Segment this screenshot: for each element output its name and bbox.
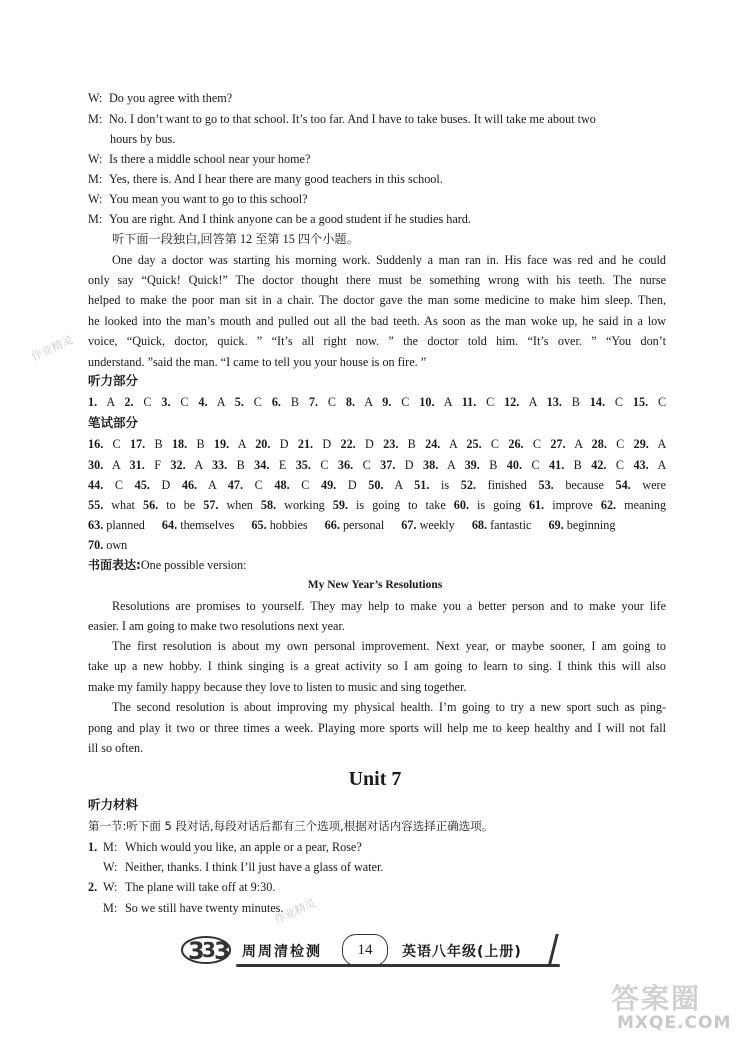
answer-item <box>466 437 499 451</box>
dialogue-text: No. I don’t want to go to that school. It’s too far. And I have to take buses. It will take me about two <box>109 112 596 126</box>
answer-number: 67. <box>401 518 417 532</box>
speaker-label: M: <box>88 112 103 126</box>
speaker-label: W: <box>88 152 103 166</box>
series-name: 周周清检测 <box>242 944 322 960</box>
written-section-header: 笔试部分 <box>88 415 139 430</box>
answer-value: themselves <box>180 518 235 532</box>
answer-value: because <box>565 478 604 492</box>
answer-item <box>548 518 615 532</box>
answer-item <box>88 478 123 492</box>
essay-title: My New Year’s Resolutions <box>307 579 443 591</box>
answer-number: 32. <box>170 458 186 472</box>
answer-value: C <box>254 478 263 492</box>
answer-value: own <box>106 538 128 552</box>
dialogue-line <box>88 191 308 207</box>
section1-instruction: 第一节:听下面 5 段对话,每段对话后都有三个选项,根据对话内容选择正确选项。 <box>88 819 494 833</box>
site-logo-cn: 答案圈 <box>611 982 702 1015</box>
answer-value: A <box>216 395 225 409</box>
answer-number: 69. <box>548 518 564 532</box>
answer-item <box>549 458 582 472</box>
answer-number: 36. <box>337 458 354 472</box>
answer-value: C <box>112 437 121 451</box>
answer-value: C <box>615 458 625 472</box>
answer-number: 27. <box>550 437 566 451</box>
answer-number: 54. <box>615 478 631 492</box>
answer-item <box>382 395 409 409</box>
answer-number: 21. <box>297 437 314 451</box>
writing-header-line <box>88 557 666 573</box>
answer-value: C <box>657 395 667 409</box>
answer-item <box>254 458 286 472</box>
answer-number: 47. <box>227 478 244 492</box>
answer-item <box>465 458 498 472</box>
answer-value: C <box>180 395 189 409</box>
answer-item <box>591 458 624 472</box>
answer-value: A <box>364 395 373 409</box>
monologue-instruction: 听下面一段独白,回答第 12 至第 15 四个小题。 <box>112 232 359 246</box>
speaker-label: M: <box>88 212 103 226</box>
answer-value: C <box>616 437 625 451</box>
answer-item <box>507 458 540 472</box>
answer-item <box>198 395 224 409</box>
answer-item <box>633 395 666 409</box>
answer-number: 39. <box>464 458 480 472</box>
page-number: 14 <box>342 934 388 966</box>
answer-number: 28. <box>591 437 607 451</box>
answer-value: C <box>320 458 329 472</box>
listening-section-header: 听力部分 <box>88 373 139 388</box>
answer-item <box>461 478 527 492</box>
answer-number: 18. <box>171 437 188 451</box>
answer-value: C <box>531 458 540 472</box>
answer-value: A <box>657 437 667 451</box>
answer-item <box>251 518 307 532</box>
answer-value: beginning <box>566 518 616 532</box>
answer-item <box>423 458 455 472</box>
answer-value: D <box>322 437 332 451</box>
dialogue-line <box>88 111 596 127</box>
answer-value: finished <box>487 478 527 492</box>
footer-rule-end <box>548 934 558 964</box>
answer-value: B <box>236 458 245 472</box>
answer-item <box>274 478 309 492</box>
answer-number: 63. <box>88 518 104 532</box>
answer-number: 34. <box>254 458 270 472</box>
dialogue-line <box>88 900 283 916</box>
answer-value: personal <box>342 518 385 532</box>
answer-row <box>88 457 666 473</box>
essay-line: ill so often. <box>88 741 144 755</box>
answer-row <box>88 537 141 553</box>
essay-line: make my family happy because they love to listen to music and sing together. <box>88 680 467 694</box>
answer-number: 43. <box>633 458 649 472</box>
answer-number: 49. <box>320 478 337 492</box>
dialogue-text: Neither, thanks. I think I’ll just have a glass of water. <box>125 860 384 874</box>
essay-line: Resolutions are promises to yourself. They may help to make you a better person and to make your life <box>112 599 666 613</box>
answer-row <box>88 517 629 533</box>
answer-item <box>547 395 580 409</box>
answer-value: B <box>489 458 498 472</box>
answer-number: 52. <box>460 478 476 492</box>
answer-item <box>462 395 495 409</box>
answer-value: D <box>404 458 414 472</box>
answer-number: 22. <box>340 437 356 451</box>
answer-item <box>590 395 623 409</box>
answer-value: C <box>253 395 262 409</box>
answer-number: 26. <box>508 437 524 451</box>
answer-number: 58. <box>260 498 277 512</box>
answer-value: A <box>106 395 115 409</box>
answer-item <box>454 498 521 512</box>
answer-value: C <box>114 478 123 492</box>
watermark: 作业精灵 <box>29 333 75 364</box>
answer-item <box>616 478 667 492</box>
answer-item <box>383 437 416 451</box>
answer-value: E <box>278 458 287 472</box>
answer-item <box>601 498 666 512</box>
answer-item <box>88 538 127 552</box>
answer-row <box>88 477 666 493</box>
answer-value: C <box>486 395 495 409</box>
answer-number: 61. <box>528 498 545 512</box>
answer-value: A <box>194 458 203 472</box>
answer-value: is going <box>477 498 521 512</box>
series-logo-icon <box>180 930 236 966</box>
answer-item <box>88 498 135 512</box>
answer-value: C <box>301 478 310 492</box>
answer-value: planned <box>106 518 145 532</box>
answer-value: D <box>347 478 357 492</box>
monologue-line: voice, “Quick, doctor, quick. ” “It’s all right now. ” the doctor told him. “It’s over. ” “You don’t <box>88 334 666 348</box>
answer-item <box>472 518 532 532</box>
answer-value: improve <box>552 498 593 512</box>
answer-value: B <box>571 395 580 409</box>
speaker-label: M: <box>103 840 118 854</box>
answer-item <box>309 395 336 409</box>
answer-number: 16. <box>88 437 104 451</box>
dialogue-line <box>88 859 383 875</box>
answer-value: A <box>111 458 121 472</box>
dialogue-text: So we still have twenty minutes. <box>125 901 284 915</box>
answer-item <box>88 518 145 532</box>
answer-value: A <box>448 437 458 451</box>
answer-value: to be <box>166 498 196 512</box>
answer-number: 11. <box>461 395 477 409</box>
answer-number: 37. <box>380 458 396 472</box>
monologue-line: only say “Quick! Quick!” The doctor thought there must be something wrong with his teeth. The nurse <box>88 273 666 287</box>
answer-item <box>170 458 202 472</box>
answer-item <box>346 395 372 409</box>
answer-value: when <box>226 498 253 512</box>
dialogue-text: Yes, there is. And I hear there are many good teachers in this school. <box>109 172 443 186</box>
answer-number: 1. <box>88 395 98 409</box>
answer-row <box>88 497 666 513</box>
item-number: 1. <box>88 840 98 854</box>
dialogue-line <box>88 839 362 855</box>
answer-number: 12. <box>504 395 520 409</box>
answer-number: 20. <box>255 437 271 451</box>
answer-value: were <box>642 478 667 492</box>
answer-item <box>401 518 454 532</box>
answer-number: 68. <box>471 518 488 532</box>
answer-number: 29. <box>633 437 649 451</box>
answer-number: 55. <box>88 498 104 512</box>
answer-item <box>228 478 263 492</box>
answer-item <box>172 437 205 451</box>
dialogue-text: You mean you want to go to this school? <box>109 192 308 206</box>
answer-number: 33. <box>211 458 228 472</box>
speaker-label: M: <box>88 172 103 186</box>
answer-item <box>88 458 120 472</box>
answer-item <box>321 478 357 492</box>
answer-item <box>124 395 151 409</box>
answer-value: A <box>447 458 456 472</box>
monologue-line: helped to make the poor man sit in a chair. The doctor gave the man some medicine to make him sleep. Then, <box>88 293 666 307</box>
answer-item <box>212 458 245 472</box>
writing-intro: One possible version: <box>140 558 247 572</box>
answer-number: 45. <box>134 478 150 492</box>
answer-value: A <box>443 395 452 409</box>
answer-item <box>340 437 373 451</box>
essay-line: pong and play it two or three times a week. Playing more sports will help me to keep healthy and I will not fall <box>88 721 666 735</box>
dialogue-line <box>88 151 310 167</box>
answer-item <box>380 458 413 472</box>
answer-item <box>508 437 541 451</box>
answer-number: 41. <box>549 458 565 472</box>
essay-line: The first resolution is about my own personal improvement. Next year, or maybe sooner, I am going to <box>112 639 666 653</box>
dialogue-line <box>88 171 443 187</box>
answer-number: 4. <box>198 395 208 409</box>
answer-item <box>414 478 449 492</box>
monologue-line: he looked into the man’s mouth and pulled out all the bad teeth. As soon as the man woke up, he said in a low <box>88 314 666 328</box>
answer-item <box>425 437 457 451</box>
speaker-label: M: <box>103 901 118 915</box>
answer-value: C <box>362 458 371 472</box>
site-watermark-logo <box>605 975 745 1039</box>
answer-number: 56. <box>142 498 159 512</box>
answer-number: 14. <box>589 395 605 409</box>
answer-number: 19. <box>213 437 230 451</box>
answer-number: 44. <box>88 478 104 492</box>
answer-number: 9. <box>382 395 392 409</box>
answer-item <box>368 478 402 492</box>
svg-text:3: 3 <box>188 937 205 965</box>
answer-value: B <box>290 395 299 409</box>
answer-item <box>538 478 603 492</box>
answer-value: hobbies <box>269 518 308 532</box>
answer-number: 42. <box>591 458 607 472</box>
answer-item <box>261 498 325 512</box>
watermark: 作业精灵 <box>272 896 318 927</box>
answer-number: 62. <box>600 498 617 512</box>
svg-text:3: 3 <box>202 938 216 962</box>
material-header: 听力材料 <box>88 797 139 812</box>
dialogue-text: Is there a middle school near your home? <box>109 152 311 166</box>
answer-number: 35. <box>295 458 311 472</box>
answer-value: what <box>111 498 135 512</box>
answer-item <box>203 498 253 512</box>
speaker-label: W: <box>103 860 118 874</box>
book-name: 英语八年级(上册) <box>402 944 522 960</box>
answer-item <box>504 395 537 409</box>
answer-item <box>325 518 385 532</box>
unit-title: Unit 7 <box>348 768 402 790</box>
monologue-line: understand. ”said the man. “I came to tell you your house is on fire. ” <box>88 355 427 369</box>
answer-number: 66. <box>324 518 340 532</box>
answer-item <box>130 458 161 472</box>
answer-number: 6. <box>271 395 281 409</box>
answer-number: 25. <box>466 437 482 451</box>
answer-value: C <box>143 395 152 409</box>
answer-item <box>633 458 666 472</box>
answer-row <box>88 436 666 452</box>
dialogue-text: Do you agree with them? <box>109 91 233 105</box>
answer-value: C <box>614 395 623 409</box>
answer-item <box>161 395 188 409</box>
answer-number: 13. <box>546 395 562 409</box>
answer-number: 30. <box>88 458 104 472</box>
answer-value: A <box>574 437 583 451</box>
answer-item <box>550 437 582 451</box>
answer-item <box>333 498 446 512</box>
answer-item <box>88 437 121 451</box>
dialogue-line <box>88 211 471 227</box>
answer-item <box>143 498 195 512</box>
answer-value: A <box>208 478 217 492</box>
item-number: 2. <box>88 880 98 894</box>
answer-value: is going to take <box>356 498 446 512</box>
answer-value: C <box>490 437 500 451</box>
answer-item <box>634 437 667 451</box>
answer-number: 7. <box>308 395 318 409</box>
answer-value: working <box>284 498 325 512</box>
answer-number: 65. <box>251 518 267 532</box>
answer-number: 60. <box>453 498 470 512</box>
dialogue-text: The plane will take off at 9:30. <box>125 880 276 894</box>
monologue-line: One day a doctor was starting his morning work. Suddenly a man ran in. His face was red and he could <box>112 253 666 267</box>
dialogue-line <box>88 90 232 106</box>
answer-item <box>338 458 371 472</box>
answer-item <box>298 437 331 451</box>
answer-number: 64. <box>161 518 178 532</box>
answer-value: A <box>237 437 246 451</box>
answer-value: meaning <box>624 498 667 512</box>
answer-value: weekly <box>419 518 455 532</box>
answer-number: 70. <box>88 538 104 552</box>
site-logo-url: MXQE.COM <box>617 1013 732 1033</box>
answer-item <box>592 437 625 451</box>
answer-item <box>135 478 171 492</box>
svg-text:3: 3 <box>214 937 231 965</box>
answer-number: 2. <box>124 395 134 409</box>
answer-value: fantastic <box>490 518 532 532</box>
answer-number: 48. <box>274 478 290 492</box>
answer-item <box>529 498 593 512</box>
answer-value: B <box>154 437 163 451</box>
essay-line: take up a new hobby. I think singing is a great activity so I am going to learn to sing. I think this will also <box>88 659 666 673</box>
dialogue-text: Which would you like, an apple or a pear, Rose? <box>125 840 362 854</box>
answer-number: 59. <box>332 498 349 512</box>
answer-item <box>235 395 262 409</box>
answer-item <box>272 395 299 409</box>
answer-value: D <box>365 437 374 451</box>
dialogue-text: hours by bus. <box>110 132 176 146</box>
dialogue-text: You are right. And I think anyone can be a good student if he studies hard. <box>109 212 471 226</box>
answer-number: 50. <box>368 478 384 492</box>
answer-value: A <box>528 395 537 409</box>
answer-number: 10. <box>419 395 435 409</box>
answer-value: B <box>196 437 205 451</box>
answer-number: 38. <box>423 458 439 472</box>
answer-value: B <box>573 458 582 472</box>
answer-item <box>419 395 452 409</box>
answer-number: 46. <box>181 478 198 492</box>
answer-item <box>214 437 246 451</box>
dialogue-line <box>88 879 275 895</box>
answer-value: is <box>441 478 450 492</box>
answer-value: A <box>657 458 667 472</box>
answer-item <box>88 395 114 409</box>
answer-item <box>182 478 216 492</box>
footer-rule <box>236 964 560 967</box>
speaker-label: W: <box>88 91 103 105</box>
answer-value: D <box>279 437 289 451</box>
answer-item <box>162 518 234 532</box>
answer-value: D <box>161 478 171 492</box>
page-footer <box>180 928 565 972</box>
answer-item <box>296 458 329 472</box>
answer-number: 53. <box>538 478 554 492</box>
essay-line: The second resolution is about improving my physical health. I’m going to try a new sport such as ping- <box>112 700 666 714</box>
answer-value: C <box>532 437 542 451</box>
essay-line: easier. I am going to make two resolutions next year. <box>88 619 345 633</box>
listening-answers <box>88 394 666 410</box>
answer-value: B <box>407 437 416 451</box>
answer-number: 23. <box>383 437 399 451</box>
answer-number: 40. <box>506 458 523 472</box>
answer-number: 57. <box>203 498 219 512</box>
writing-header: 书面表达: <box>88 558 141 572</box>
answer-number: 24. <box>425 437 441 451</box>
answer-item <box>255 437 288 451</box>
answer-value: F <box>154 458 161 472</box>
answer-number: 51. <box>414 478 430 492</box>
answer-value: A <box>394 478 403 492</box>
answer-value: C <box>327 395 336 409</box>
answer-value: C <box>401 395 410 409</box>
answer-item <box>130 437 163 451</box>
answer-number: 31. <box>129 458 145 472</box>
dialogue-line <box>110 131 175 147</box>
answer-number: 3. <box>161 395 171 409</box>
speaker-label: W: <box>103 880 118 894</box>
speaker-label: W: <box>88 192 103 206</box>
answer-number: 15. <box>632 395 649 409</box>
answer-number: 5. <box>234 395 244 409</box>
answer-number: 8. <box>345 395 356 409</box>
answer-number: 17. <box>129 437 146 451</box>
